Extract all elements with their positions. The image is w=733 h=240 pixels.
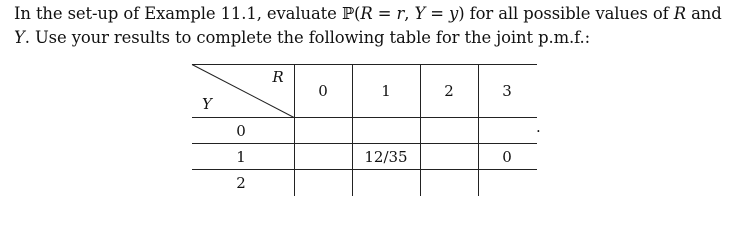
- column-header-0: 0: [318, 82, 328, 100]
- question-text-part: In the set-up of Example 11.1, evaluate: [14, 4, 342, 23]
- math-variable: R: [673, 4, 686, 23]
- row-header-2: 2: [236, 174, 246, 192]
- question-text-part: . Use your results to complete the following table for the joint p.m.f.:: [24, 28, 591, 47]
- row-header-0: 0: [236, 122, 246, 140]
- comma: ,: [404, 4, 415, 23]
- math-variable: y: [449, 4, 459, 23]
- row-header-1: 1: [236, 148, 246, 166]
- table-cell: 0: [502, 148, 512, 166]
- table-cell: 12/35: [364, 148, 408, 166]
- math-variable: Y: [14, 28, 25, 47]
- column-header-3: 3: [502, 82, 512, 100]
- probability-symbol: ℙ(: [341, 4, 361, 23]
- math-variable: R: [360, 4, 373, 23]
- corner-label-r: R: [272, 68, 284, 86]
- equals-sign: =: [372, 4, 397, 23]
- math-variable: r: [396, 4, 405, 23]
- column-header-2: 2: [444, 82, 454, 100]
- question-text-part: and: [686, 4, 722, 23]
- corner-label-y: Y: [202, 95, 212, 113]
- math-variable: Y: [414, 4, 426, 23]
- equals-sign: =: [425, 4, 450, 23]
- trailing-period: .: [536, 118, 541, 136]
- question-text-part: ) for all possible values of: [458, 4, 674, 23]
- column-header-1: 1: [381, 82, 391, 100]
